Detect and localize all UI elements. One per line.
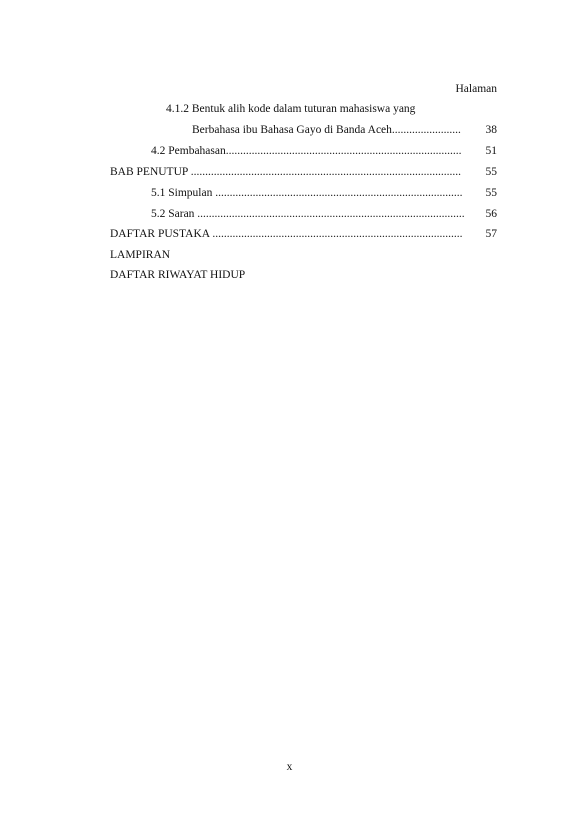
toc-entry-text: 5.1 Simpulan ......................................................................................	[151, 187, 463, 199]
toc-entry-riwayat	[110, 267, 245, 283]
toc-entry-text: 5.2 Saran .............................................................................................	[151, 208, 465, 220]
toc-entry-lampiran	[110, 247, 170, 263]
toc-entry-page: 55	[485, 187, 497, 199]
halaman-header: Halaman	[455, 83, 497, 95]
toc-entry-page: 51	[485, 145, 497, 157]
toc-entry-bab-penutup	[110, 164, 497, 180]
toc-entry-text: BAB PENUTUP ..............................................................................................	[110, 166, 461, 178]
toc-entry-text: 4.1.2 Bentuk alih kode dalam tuturan mahasiswa yang	[166, 103, 416, 115]
toc-entry-text: LAMPIRAN	[110, 249, 171, 261]
toc-entry-text: DAFTAR PUSTAKA .......................................................................................	[110, 228, 463, 240]
toc-entry-5-1	[151, 185, 497, 201]
page-number: x	[286, 761, 293, 773]
toc-entry-page: 38	[485, 124, 497, 136]
toc-entry-daftar-pustaka	[110, 226, 497, 242]
toc-entry-4-1-2-cont	[192, 122, 497, 138]
toc-entry-page: 55	[485, 166, 497, 178]
toc-entry-4-2	[151, 143, 497, 159]
toc-entry-page: 56	[485, 208, 497, 220]
toc-entry-5-2	[151, 206, 497, 222]
toc-entry-4-1-2	[166, 101, 415, 117]
toc-entry-page: 57	[485, 228, 497, 240]
toc-entry-text: 4.2 Pembahasan..................................................................................	[151, 145, 462, 157]
toc-entry-text: Berbahasa ibu Bahasa Gayo di Banda Aceh........................	[192, 124, 461, 136]
toc-entry-text: DAFTAR RIWAYAT HIDUP	[110, 269, 246, 281]
